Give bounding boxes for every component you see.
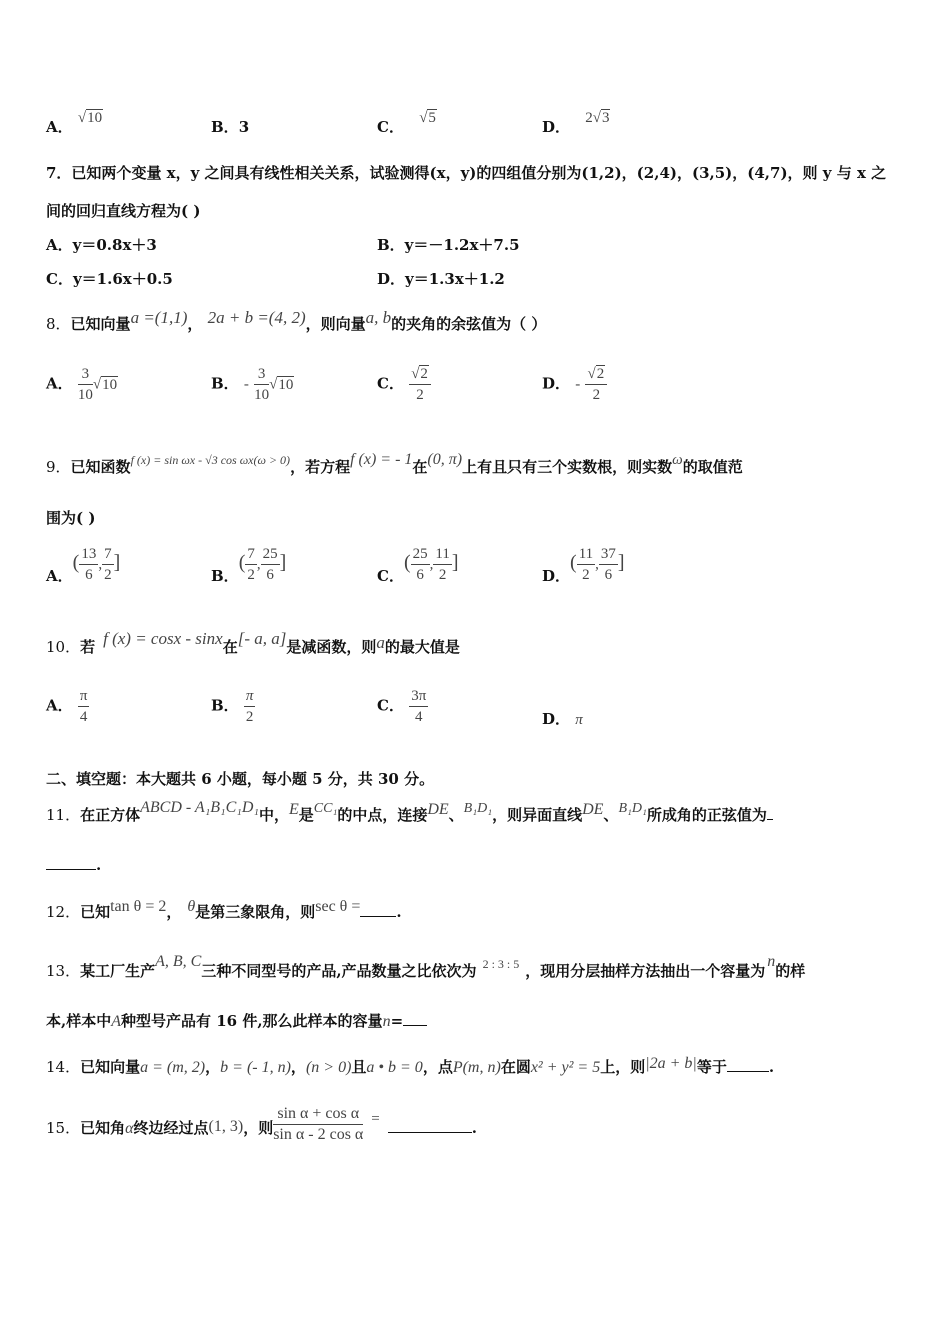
q9-line2: 围为( ) [46,509,96,527]
q15-stem: 15．已知角α终边经过点(1, 3)，则 $\frac{\text{sin α + cos α}}{\text{sin α - 2 cos α}}$ = . [46,1105,477,1143]
q11-answer-blank-b[interactable] [46,869,96,870]
q7-option-d: D．y＝1.3x＋1.2 [377,270,505,288]
q13-answer-blank[interactable] [403,1025,427,1026]
q7-line2: 间的回归直线方程为( ) [46,202,201,220]
q10-option-c: C． $\frac{3\pi}{4}$ [377,688,427,725]
q8-option-a: A． $\frac{3}{10}$ √10 [46,366,118,403]
q7-option-c: C．y＝1.6x＋0.5 [46,270,173,288]
section-2-heading: 二、填空题：本大题共 6 小题，每小题 5 分，共 30 分。 [46,770,435,788]
q10-option-b: B． $\frac{\pi}{2}$ [211,688,254,725]
q15-answer-blank[interactable] [388,1132,472,1133]
q7-option-a: A．y＝0.8x＋3 [46,236,157,254]
q10-stem: 10．若 f (x) = cosx - sinx在[- a, a]是减函数，则a的最大值是 [46,629,460,656]
q9-option-d: D．( $\frac{11}{2}$ , $\frac{37}{6}$ ] [542,546,625,585]
q6-option-a: A． √10 [46,110,103,136]
q8-option-b: B． - $\frac{3}{10}$ √10 [211,366,294,403]
q13-line2: 本,样本中A种型号产品有 16 件,那么此样本的容量n= [46,1010,427,1031]
q12-stem: 12．已知tan θ = 2， θ是第三象限角，则sec θ = . [46,898,402,921]
q11-stem: 11．在正方体ABCD - A₁B₁C₁D₁中，E是CC₁的中点，连接DE、B₁D₁，则异面直线DE、B₁D₁所成角的正弦值为 [46,804,773,825]
q9-stem: 9．已知函数$^{f (x) = sin \omega x - √3 cos \omega x(\omega > 0)}$，若方程f (x) = - 1在(0, π)上有且只有三个实数根，则实数ω的取值范 [46,451,743,476]
q14-answer-blank[interactable] [727,1071,769,1072]
q7-line1: 7．已知两个变量 x，y 之间具有线性相关关系，试验测得(x，y)的四组值分别为(1,2)，(2,4)，(3,5)，(4,7)，则 y 与 x 之 [46,164,887,182]
q14-stem: 14．已知向量a = (m, 2)，b = (- 1, n)，(n > 0)且a • b = 0，点P(m, n)在圆x² + y² = 5上，则|2a + b|等于 . [46,1055,775,1076]
q9-option-c: C．( $\frac{25}{6}$ , $\frac{11}{2}$ ] [377,546,459,585]
q10-option-a: A． $\frac{\pi}{4}$ [46,688,88,725]
q6-option-b: B．3 [211,118,250,136]
q15-fraction: $\frac{\text{sin α + cos α}}{\text{sin α - 2 cos α}}$ [273,1105,364,1143]
q8-option-d: D． - $\frac{√2}{2}$ [542,364,607,405]
q8-stem: 8．已知向量a =(1,1)， 2a + b =(4, 2)，则向量a, b的夹角的余弦值为（ ） [46,308,547,333]
q12-answer-blank[interactable] [360,916,396,917]
q8-b-frac: $\frac{3}{10}$ [254,366,270,403]
q8-a-frac: $\frac{3}{10}$ [77,366,93,403]
q6-a-sqrt: √10 [77,110,103,126]
q8-c-frac: $\frac{√2}{2}$ [409,364,431,405]
q6-d-sqrt: 2√3 [585,110,610,126]
q6-option-d: D． 2√3 [542,110,610,136]
q7-option-b: B．y＝－1.2x＋7.5 [377,236,520,254]
q9-option-a: A．( $\frac{13}{6}$ , $\frac{7}{2}$ ] [46,546,121,585]
q11-answer-blank-a[interactable] [767,819,773,820]
q9-option-b: B．( $\frac{7}{2}$ , $\frac{25}{6}$ ] [211,546,287,585]
q6-option-c: C． √5 [377,110,436,136]
q11-answer-line: . [46,856,101,874]
q13-stem: 13．某工厂生产A, B, C三种不同型号的产品,产品数量之比依次为 $^{2 : 3 : 5}$ ，现用分层抽样方法抽出一个容量为n的样 [46,953,806,980]
q8-d-frac: $\frac{√2}{2}$ [585,364,607,405]
q6-c-sqrt: √5 [419,110,436,126]
q8-option-c: C． $\frac{√2}{2}$ [377,364,431,405]
q10-option-d: D． π [542,710,583,728]
